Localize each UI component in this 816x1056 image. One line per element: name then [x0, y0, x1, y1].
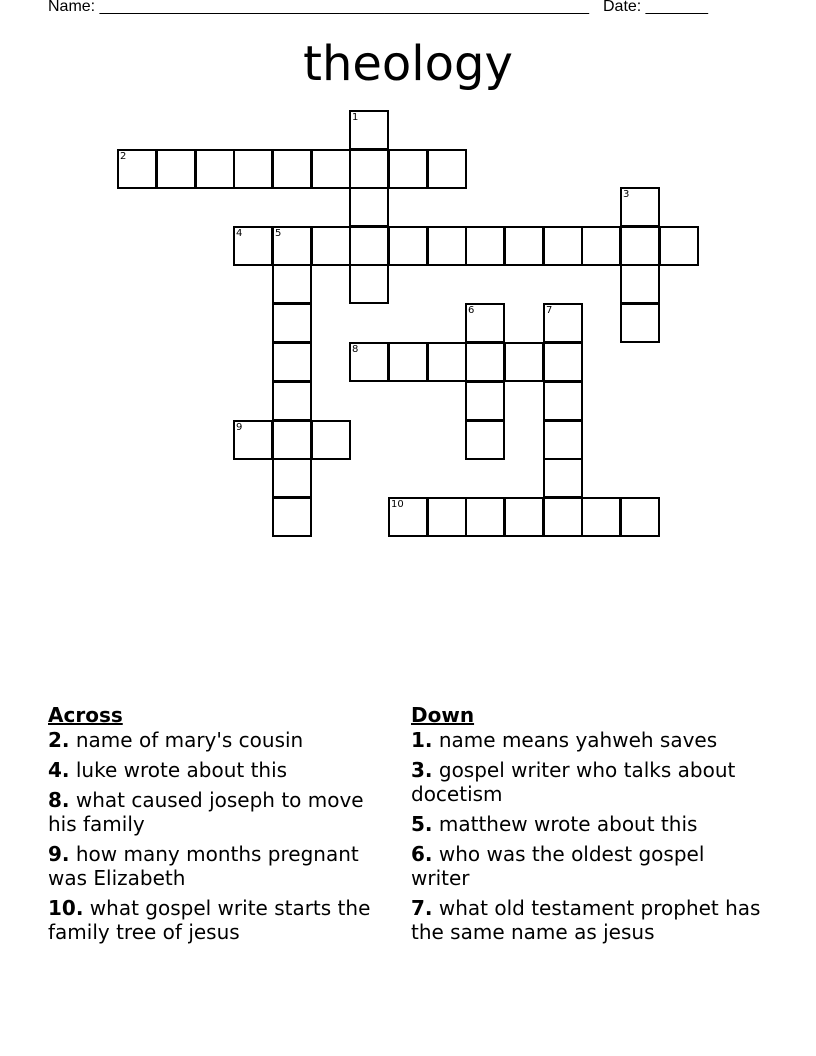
grid-cell[interactable] [620, 187, 660, 227]
clue-item [48, 758, 398, 782]
grid-cell[interactable] [233, 420, 273, 460]
grid-cell[interactable] [233, 149, 273, 189]
clue-number: 4. [48, 758, 70, 782]
clue-item [411, 842, 761, 890]
grid-cell[interactable] [117, 149, 157, 189]
date-field-label: Date: _______ [602, 0, 708, 15]
clue-item [411, 728, 761, 752]
cell-number: 5 [275, 228, 282, 239]
clue-text: what gospel write starts the family tree of jesus [48, 896, 371, 944]
grid-cell[interactable] [195, 149, 235, 189]
grid-cell[interactable] [620, 264, 660, 304]
grid-cell[interactable] [272, 226, 312, 266]
clue-number: 3. [411, 758, 433, 782]
grid-cell[interactable] [543, 497, 583, 537]
grid-cell[interactable] [272, 264, 312, 304]
grid-cell[interactable] [311, 420, 351, 460]
clue-number: 9. [48, 842, 70, 866]
cell-number: 3 [623, 189, 630, 200]
across-heading: Across [48, 703, 123, 727]
grid-cell[interactable] [504, 226, 544, 266]
clue-number: 10. [48, 896, 84, 920]
name-field-label: Name: _______________________________________________________ [48, 0, 589, 15]
grid-cell[interactable] [543, 458, 583, 498]
clue-text: matthew wrote about this [438, 812, 698, 836]
clue-text: who was the oldest gospel writer [411, 842, 705, 890]
grid-cell[interactable] [272, 342, 312, 382]
clue-number: 2. [48, 728, 70, 752]
clue-text: how many months pregnant was Elizabeth [48, 842, 359, 890]
grid-cell[interactable] [620, 226, 660, 266]
grid-cell[interactable] [272, 458, 312, 498]
cell-number: 1 [352, 112, 359, 123]
grid-cell[interactable] [388, 149, 428, 189]
grid-cell[interactable] [543, 342, 583, 382]
grid-cell[interactable] [465, 342, 505, 382]
down-clues [411, 702, 761, 950]
grid-cell[interactable] [543, 226, 583, 266]
grid-cell[interactable] [543, 303, 583, 343]
clue-text: name of mary's cousin [75, 728, 304, 752]
clue-number: 5. [411, 812, 433, 836]
cell-number: 2 [120, 151, 127, 162]
clue-text: gospel writer who talks about docetism [411, 758, 736, 806]
page-title: theology [303, 36, 513, 92]
grid-cell[interactable] [349, 149, 389, 189]
clue-text: what caused joseph to move his family [48, 788, 364, 836]
grid-cell[interactable] [349, 342, 389, 382]
grid-cell[interactable] [272, 149, 312, 189]
grid-cell[interactable] [504, 497, 544, 537]
grid-cell[interactable] [349, 264, 389, 304]
grid-cell[interactable] [543, 420, 583, 460]
grid-cell[interactable] [388, 497, 428, 537]
grid-cell[interactable] [465, 420, 505, 460]
grid-cell[interactable] [465, 497, 505, 537]
grid-cell[interactable] [349, 226, 389, 266]
cell-number: 8 [352, 344, 359, 355]
cell-number: 6 [468, 305, 475, 316]
grid-cell[interactable] [620, 303, 660, 343]
clue-item [411, 758, 761, 806]
across-clues [48, 702, 398, 950]
grid-cell[interactable] [465, 226, 505, 266]
grid-cell[interactable] [465, 381, 505, 421]
grid-cell[interactable] [388, 226, 428, 266]
grid-cell[interactable] [465, 303, 505, 343]
clue-item [48, 728, 398, 752]
clue-item [411, 812, 761, 836]
grid-cell[interactable] [388, 342, 428, 382]
grid-cell[interactable] [581, 497, 621, 537]
clue-text: what old testament prophet has the same name as jesus [411, 896, 761, 944]
grid-cell[interactable] [620, 497, 660, 537]
grid-cell[interactable] [272, 381, 312, 421]
clue-item [48, 842, 398, 890]
grid-cell[interactable] [427, 226, 467, 266]
clue-number: 1. [411, 728, 433, 752]
grid-cell[interactable] [659, 226, 699, 266]
grid-cell[interactable] [156, 149, 196, 189]
grid-cell[interactable] [349, 110, 389, 150]
grid-cell[interactable] [311, 226, 351, 266]
grid-cell[interactable] [272, 420, 312, 460]
grid-cell[interactable] [311, 149, 351, 189]
cell-number: 9 [236, 422, 243, 433]
cell-number: 10 [391, 499, 404, 510]
grid-cell[interactable] [543, 381, 583, 421]
grid-cell[interactable] [427, 342, 467, 382]
grid-cell[interactable] [272, 303, 312, 343]
cell-number: 7 [546, 305, 553, 316]
cell-number: 4 [236, 228, 243, 239]
grid-cell[interactable] [233, 226, 273, 266]
grid-cell[interactable] [504, 342, 544, 382]
clue-item [48, 896, 398, 944]
grid-cell[interactable] [427, 497, 467, 537]
down-heading: Down [411, 703, 475, 727]
grid-cell[interactable] [349, 187, 389, 227]
clue-item [411, 896, 761, 944]
clue-text: luke wrote about this [75, 758, 288, 782]
clue-number: 8. [48, 788, 70, 812]
clue-number: 7. [411, 896, 433, 920]
grid-cell[interactable] [427, 149, 467, 189]
grid-cell[interactable] [581, 226, 621, 266]
clue-number: 6. [411, 842, 433, 866]
grid-cell[interactable] [272, 497, 312, 537]
clue-text: name means yahweh saves [438, 728, 718, 752]
clue-item [48, 788, 398, 836]
